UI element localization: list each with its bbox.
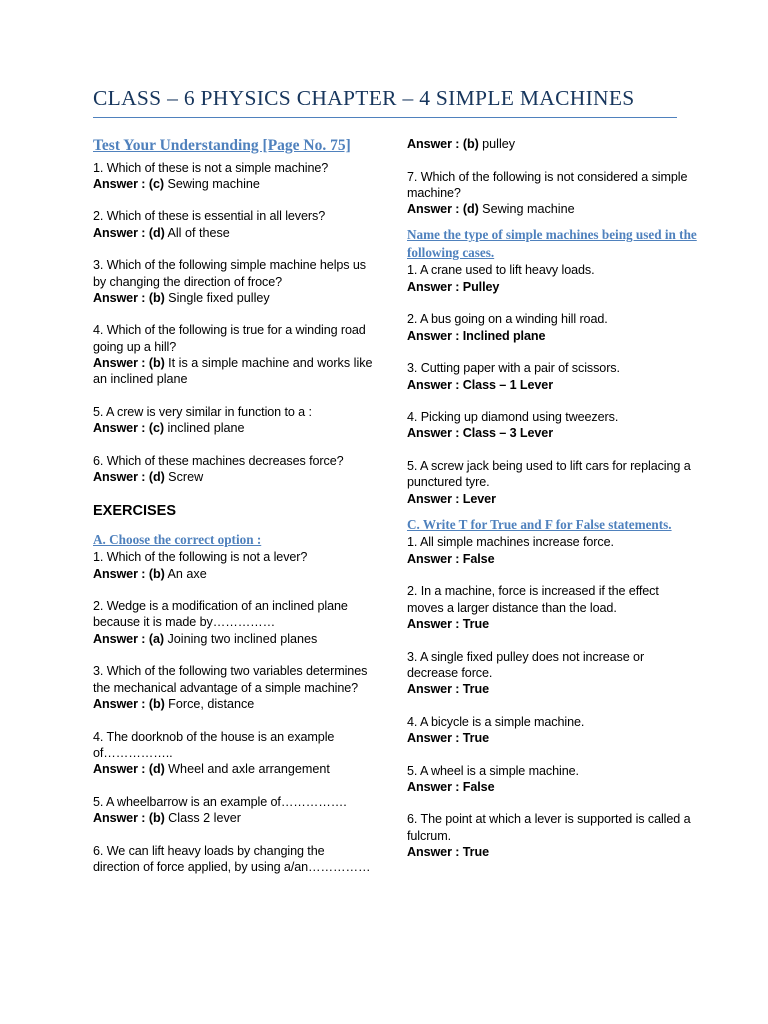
question-text: 4. Which of the following is true for a winding road going up a hill? [93, 323, 366, 354]
answer-label: Answer : [93, 696, 146, 711]
answer-option: (d) [148, 762, 165, 777]
choose-item-5 [93, 794, 373, 827]
true-false-item-3 [407, 649, 697, 698]
answer-text: It is a simple machine and works like an inclined plane [93, 356, 373, 387]
answer-line [93, 176, 373, 192]
true-false-item-4 [407, 714, 697, 747]
choose-item-7 [407, 169, 697, 218]
question-text: 5. A wheel is a simple machine. [407, 763, 579, 778]
answer-option: (b) [148, 290, 165, 305]
question-text: 3. Which of the following simple machine helps us by changing the direction of froce? [93, 258, 366, 289]
answer-label: Answer : [93, 470, 146, 485]
question-text: 2. In a machine, force is increased if the effect moves a larger distance than the load. [407, 584, 659, 615]
question-text: 6. We can lift heavy loads by changing the direction of force applied, by using a/an…………… [93, 843, 371, 874]
understanding-item-4 [93, 322, 373, 387]
answer-text: Class 2 lever [168, 810, 241, 825]
left-column [93, 136, 373, 891]
true-false-item-1 [407, 534, 697, 567]
understanding-item-6 [93, 453, 373, 486]
name-type-item-5 [407, 458, 697, 507]
answer-option: (c) [148, 421, 164, 436]
true-false-item-5 [407, 763, 697, 796]
title-divider [93, 117, 677, 118]
answer-line [407, 201, 697, 217]
answer-line: Answer : Inclined plane [407, 328, 546, 343]
answer-text: Sewing machine [482, 202, 575, 217]
answer-text: Screw [168, 470, 204, 485]
heading-test-your-understanding: Test Your Understanding [Page No. 75] [93, 137, 351, 154]
answer-line: Answer : True [407, 682, 489, 697]
answer-option: (b) [148, 566, 165, 581]
answer-label: Answer : [93, 290, 146, 305]
answer-option: (d) [148, 225, 165, 240]
answer-text: pulley [482, 137, 516, 151]
answer-line: Answer : Pulley [407, 279, 500, 294]
answer-line [93, 696, 373, 712]
answer-label: Answer : [93, 810, 146, 825]
understanding-item-3 [93, 257, 373, 306]
answer-text: Wheel and axle arrangement [168, 762, 330, 777]
question-text: 3. Cutting paper with a pair of scissors. [407, 361, 620, 376]
question-text: 4. The doorknob of the house is an example of…………….. [93, 729, 335, 760]
choose-item-4 [93, 729, 373, 778]
understanding-item-1 [93, 160, 373, 193]
name-type-item-1 [407, 262, 697, 295]
question-text: 3. A single fixed pulley does not increase or decrease force. [407, 649, 645, 680]
question-text: 3. Which of the following two variables determines the mechanical advantage of a simple machine? [93, 664, 368, 695]
understanding-item-5 [93, 404, 373, 437]
answer-line: Answer : False [407, 551, 495, 566]
answer-label: Answer : [93, 421, 146, 436]
question-text: 5. A crew is very similar in function to a : [93, 404, 312, 419]
answer-line: Answer : Class – 3 Lever [407, 426, 554, 441]
choose-item-3 [93, 663, 373, 712]
heading-true-false: C. Write T for True and F for False statements. [407, 516, 672, 532]
answer-text: Single fixed pulley [168, 290, 270, 305]
answer-line [93, 631, 373, 647]
answer-line [93, 420, 373, 436]
question-text: 4. Picking up diamond using tweezers. [407, 410, 619, 425]
answer-line [93, 810, 373, 826]
answer-line [93, 290, 373, 306]
question-text: 1. Which of these is not a simple machine? [93, 160, 329, 175]
true-false-item-6 [407, 811, 697, 860]
answer-line [407, 136, 697, 152]
question-text: 6. Which of these machines decreases force? [93, 453, 344, 468]
question-text: 1. All simple machines increase force. [407, 535, 614, 550]
choose-item-1 [93, 549, 373, 582]
answer-option: (d) [462, 202, 479, 217]
choose-item-2 [93, 598, 373, 647]
question-text: 2. Which of these is essential in all levers? [93, 209, 326, 224]
answer-label: Answer : [93, 225, 146, 240]
question-text: 5. A screw jack being used to lift cars for replacing a punctured tyre. [407, 459, 691, 490]
answer-line: Answer : Class – 1 Lever [407, 377, 554, 392]
name-type-item-4 [407, 409, 697, 442]
choose-item-6 [93, 843, 373, 876]
answer-text: inclined plane [167, 421, 245, 436]
name-type-item-2 [407, 311, 697, 344]
answer-line: Answer : True [407, 731, 489, 745]
question-text: 4. A bicycle is a simple machine. [407, 714, 585, 729]
heading-choose-correct-option: A. Choose the correct option : [93, 531, 262, 547]
question-text: 6. The point at which a lever is supported is called a fulcrum. [407, 812, 691, 843]
right-column [407, 136, 697, 877]
answer-text: An axe [167, 566, 207, 581]
answer-line [93, 761, 373, 777]
choose-item-6-answer [407, 136, 697, 152]
answer-line: Answer : True [407, 845, 489, 860]
question-text: 1. Which of the following is not a lever? [93, 550, 308, 565]
answer-option: (a) [148, 631, 164, 646]
answer-option: (b) [462, 137, 479, 151]
question-text: 5. A wheelbarrow is an example of……………. [93, 794, 347, 809]
answer-label: Answer : [93, 356, 146, 371]
answer-label: Answer : [407, 137, 460, 151]
answer-text: Sewing machine [167, 176, 260, 191]
true-false-item-2 [407, 583, 697, 632]
answer-text: Joining two inclined planes [167, 631, 318, 646]
answer-line [93, 355, 373, 388]
question-text: 1. A crane used to lift heavy loads. [407, 263, 595, 278]
heading-name-machine-type: Name the type of simple machines being used in the following cases. [407, 227, 697, 260]
answer-option: (b) [148, 356, 165, 371]
name-type-item-3 [407, 360, 697, 393]
understanding-item-2 [93, 208, 373, 241]
question-text: 2. Wedge is a modification of an inclined plane because it is made by…………… [93, 599, 348, 630]
answer-option: (c) [148, 176, 164, 191]
answer-line [93, 469, 373, 485]
answer-label: Answer : [93, 566, 146, 581]
answer-option: (d) [148, 470, 165, 485]
answer-option: (b) [148, 810, 165, 825]
answer-text: All of these [167, 225, 230, 240]
answer-text: Force, distance [168, 696, 255, 711]
answer-line: Answer : Lever [407, 491, 496, 506]
answer-label: Answer : [93, 631, 146, 646]
heading-exercises: EXERCISES [93, 502, 176, 519]
question-text: 7. Which of the following is not considered a simple machine? [407, 169, 688, 200]
page-title: CLASS – 6 PHYSICS CHAPTER – 4 SIMPLE MACHINES [93, 86, 635, 110]
answer-label: Answer : [407, 202, 460, 217]
answer-line [93, 566, 373, 582]
answer-line: Answer : True [407, 616, 489, 631]
answer-label: Answer : [93, 762, 146, 777]
answer-option: (b) [148, 696, 165, 711]
answer-line: Answer : False [407, 779, 495, 794]
answer-label: Answer : [93, 176, 146, 191]
question-text: 2. A bus going on a winding hill road. [407, 312, 608, 327]
answer-line [93, 225, 373, 241]
